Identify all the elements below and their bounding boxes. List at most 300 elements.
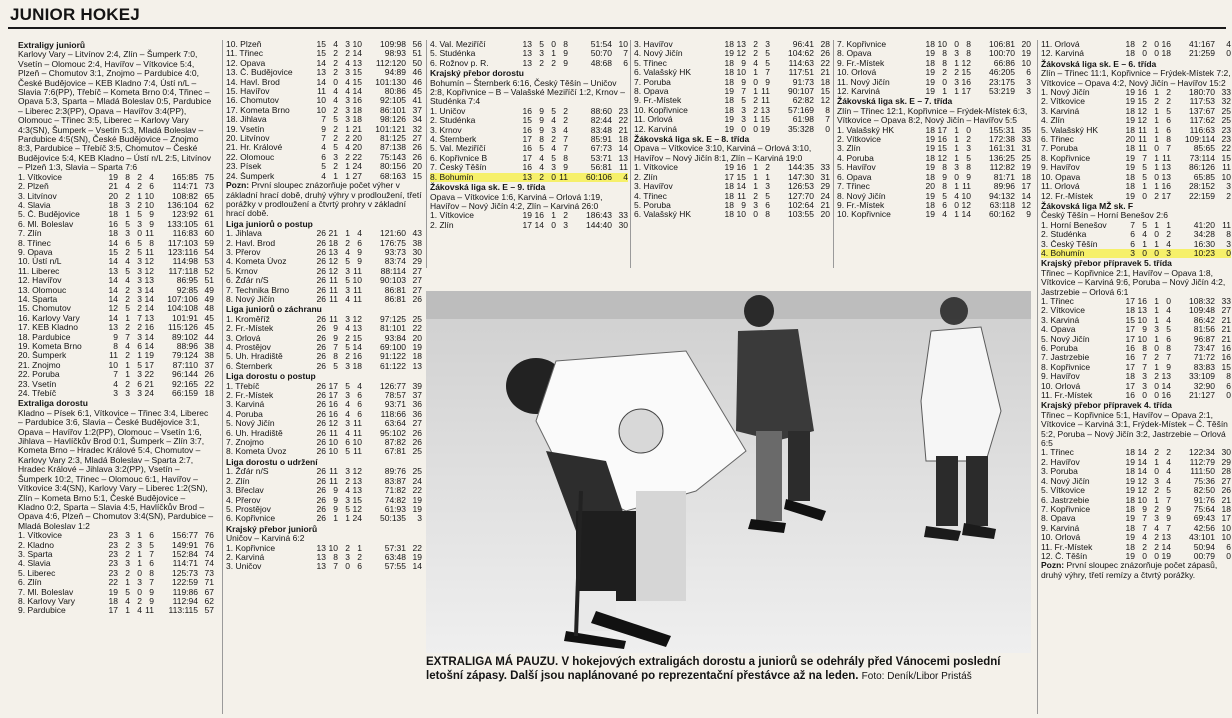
results-text: Zlín – Třinec 12:1, Kopřivnice – Frýdek-Místek 6:3, Vítkovice – Opava 8:2, Nový Jičín – Havířov 5:5 [837, 105, 1028, 126]
score-cell: 61:122 [380, 360, 406, 371]
stat-cell: 9 [942, 171, 947, 182]
team-name: 6. Kopřivnice [226, 514, 276, 524]
team-name: 14. Sparta [18, 294, 58, 304]
stat-cell: 2 [137, 181, 142, 192]
points-cell: 62 [204, 199, 214, 210]
table-row [430, 59, 628, 68]
points-cell: 25 [412, 446, 422, 457]
points-cell: 3 [1026, 86, 1031, 97]
stat-cell: 18 [925, 124, 935, 135]
stat-cell: 26 [316, 228, 326, 239]
team-name: 10. Orlová [837, 68, 877, 78]
score-cell: 137:67 [1189, 105, 1215, 116]
stat-cell: 13 [1161, 162, 1171, 173]
points-cell: 29 [820, 181, 830, 192]
stat-cell: 3 [563, 219, 568, 230]
stat-cell: 26 [316, 390, 326, 401]
stat-cell: 1 [137, 558, 142, 569]
stat-cell: 4 [357, 380, 362, 391]
stat-cell: 4 [954, 190, 959, 201]
stat-cell: 16 [937, 134, 947, 145]
team-name: 4. Val. Meziříčí [430, 40, 486, 49]
stat-cell: 1 [1154, 333, 1159, 344]
stat-cell: 16 [1125, 343, 1135, 353]
team-name: 10. Opava [1041, 172, 1081, 182]
score-cell: 121:60 [380, 228, 406, 239]
note [226, 181, 422, 219]
stat-cell: 15 [736, 171, 746, 182]
stat-cell: 3 [113, 388, 118, 399]
points-cell: 18 [412, 351, 422, 362]
stat-cell: 3 [137, 284, 142, 295]
stat-cell: 18 [1125, 171, 1135, 182]
score-cell: 63:118 [989, 199, 1015, 210]
stat-cell: 10 [108, 359, 118, 370]
points-cell: 25 [1221, 105, 1231, 116]
score-cell: 86:101 [380, 104, 406, 115]
stat-cell: 7 [1142, 513, 1147, 524]
team-name: 7. Zlín [18, 229, 42, 239]
team-name: 5. Č. Budějovice [18, 210, 80, 220]
team-name: 5. Uh. Hradiště [226, 352, 283, 362]
score-cell: 186:43 [586, 210, 612, 221]
stat-cell: 18 [724, 181, 734, 192]
points-cell: 6 [1226, 380, 1231, 391]
stat-cell: 18 [1125, 541, 1135, 552]
stat-cell: 1 [1154, 219, 1159, 230]
score-cell: 98:93 [384, 48, 406, 59]
stat-cell: 2 [137, 303, 142, 314]
stat-cell: 2 [345, 48, 350, 59]
score-cell: 122:59 [172, 577, 198, 588]
stat-cell: 2 [1154, 190, 1159, 201]
team-name: 6. Zlín [18, 578, 42, 588]
stat-cell: 26 [316, 494, 326, 505]
stat-cell: 18 [925, 40, 935, 49]
stat-cell: 9 [149, 209, 154, 220]
stat-cell: 13 [108, 322, 118, 333]
stat-cell: 7 [125, 331, 130, 342]
stat-cell: 19 [760, 123, 770, 134]
stat-cell: 10 [352, 40, 362, 49]
score-cell: 46:205 [989, 67, 1015, 78]
points-cell: 25 [412, 313, 422, 324]
points-cell: 12 [820, 95, 830, 106]
points-cell: 32 [412, 123, 422, 134]
score-cell: 144:40 [586, 219, 612, 230]
results-text: Uničov – Karviná 6:2 [226, 533, 305, 544]
stat-cell: 0 [1154, 390, 1159, 401]
points-cell: 22 [204, 378, 214, 389]
caption-text: EXTRALIGA MÁ PAUZU. V hokejových extraligách dorostu a juniorů se odehrály před Vánocemi poslední letošní zápasy. Další jsou naplánované po reprezentační přestávce až na leden. [426, 656, 1001, 682]
score-cell: 79:124 [172, 350, 198, 361]
score-cell: 83:74 [384, 256, 406, 267]
team-name: 5. Nový Jičín [1041, 334, 1090, 344]
score-cell: 117:53 [1189, 96, 1215, 107]
points-cell: 76 [204, 530, 214, 541]
stat-cell: 17 [724, 171, 734, 182]
team-name: 4. Přerov [226, 495, 261, 505]
stat-cell: 20 [108, 190, 118, 201]
stat-cell: 13 [108, 265, 118, 276]
score-cell: 92:105 [380, 95, 406, 106]
stat-cell: 8 [1166, 134, 1171, 145]
team-name: 9. Pardubice [18, 606, 66, 616]
stat-cell: 11 [329, 475, 338, 486]
team-name: 7. Kopřivnice [837, 40, 887, 49]
score-cell: 69:100 [380, 342, 406, 352]
stat-cell: 21 [144, 378, 154, 389]
stat-cell: 5 [966, 152, 971, 163]
score-cell: 81:125 [380, 133, 406, 144]
stat-cell: 7 [333, 342, 338, 352]
score-cell: 93:84 [384, 332, 406, 343]
points-cell: 53 [204, 256, 214, 267]
score-cell: 81:71 [993, 171, 1015, 182]
team-name: 10. Orlová [1041, 381, 1081, 391]
points-cell: 27 [412, 418, 422, 429]
stat-cell: 24 [352, 513, 362, 524]
stat-cell: 18 [724, 57, 734, 68]
score-cell: 116:83 [172, 228, 198, 239]
stat-cell: 4 [1166, 314, 1171, 325]
stat-cell: 3 [345, 67, 350, 78]
stat-cell: 3 [539, 48, 544, 59]
stat-cell: 4 [345, 246, 350, 257]
stat-cell: 11 [145, 605, 154, 616]
score-cell: 106:81 [989, 40, 1015, 49]
score-cell: 28:152 [1189, 181, 1215, 192]
stat-cell: 26 [316, 503, 326, 514]
stat-cell: 6 [137, 341, 142, 351]
points-cell: 17 [1021, 181, 1031, 192]
stat-cell: 14 [108, 284, 118, 295]
points-cell: 3 [1226, 181, 1231, 192]
points-cell: 30 [1221, 447, 1231, 458]
stat-cell: 5 [321, 161, 326, 172]
stat-cell: 7 [321, 114, 326, 125]
stat-cell: 26 [316, 275, 326, 286]
stat-cell: 1 [753, 181, 758, 192]
stat-cell: 3 [137, 265, 142, 276]
stat-cell: 1 [765, 171, 770, 182]
stat-cell: 6 [345, 437, 350, 448]
stat-cell: 11 [761, 86, 770, 97]
results-text: Třinec – Kopřivnice 2:1, Havířov – Opava 1:8, Vítkovice – Karviná 9:6, Poruba – Nový Jičín 4:2, Jastrzebie – Orlová 6:1 [1041, 267, 1226, 297]
stat-cell: 1 [753, 114, 758, 125]
stat-cell: 5 [333, 360, 338, 371]
stat-cell: 11 [353, 446, 362, 457]
stat-cell: 6 [942, 199, 947, 210]
stat-cell: 7 [563, 143, 568, 154]
stat-cell: 19 [724, 86, 734, 97]
stat-cell: 1 [1154, 494, 1159, 505]
points-cell: 21 [1221, 333, 1231, 344]
table-row [18, 389, 214, 398]
team-name: 7. Třinec [837, 182, 870, 192]
stat-cell: 0 [1142, 48, 1147, 59]
stat-cell: 7 [765, 67, 770, 78]
stat-cell: 14 [108, 312, 118, 323]
score-cell: 103:55 [788, 209, 814, 220]
table-row [226, 447, 422, 456]
stat-cell: 14 [961, 209, 971, 220]
points-cell: 60 [204, 228, 214, 239]
results-text: Zlín – Třinec 11:1, Kopřivnice – Frýdek-Místek 7:2, Vítkovice – Opava 4:2, Nový Jičín – Havířov 15:2 [1041, 68, 1231, 88]
stat-cell: 15 [522, 115, 532, 126]
stat-cell: 5 [765, 57, 770, 68]
stat-cell: 5 [345, 380, 350, 391]
team-name: 18. Jihlava [226, 115, 267, 125]
stat-cell: 0 [1154, 466, 1159, 477]
score-cell: 82:50 [1193, 485, 1215, 496]
score-cell: 94:89 [384, 67, 406, 78]
stat-cell: 16 [1137, 295, 1147, 306]
stat-cell: 4 [1166, 456, 1171, 467]
stat-cell: 1 [357, 542, 362, 553]
stat-cell: 2 [125, 567, 130, 578]
points-cell: 39 [412, 380, 422, 391]
stat-cell: 1 [954, 143, 959, 154]
stat-cell: 17 [1125, 295, 1135, 306]
score-cell: 117:51 [788, 67, 814, 78]
stat-cell: 18 [1125, 447, 1135, 458]
stat-cell: 4 [333, 95, 338, 106]
stat-cell: 2 [137, 595, 142, 606]
points-cell: 33 [1221, 87, 1231, 98]
team-name: 11. Třinec [226, 49, 264, 59]
stat-cell: 1 [753, 67, 758, 78]
points-cell: 3 [417, 513, 422, 524]
stat-cell: 1 [1154, 124, 1159, 135]
score-cell: 109:98 [380, 40, 406, 49]
section-title: Extraliga dorostu [18, 398, 88, 409]
stat-cell: 13 [316, 551, 326, 562]
team-name: 15. Havířov [226, 87, 270, 97]
stat-cell: 2 [539, 57, 544, 68]
points-cell: 51 [204, 275, 214, 286]
score-cell: 90:103 [380, 275, 406, 286]
stat-cell: 2 [345, 237, 350, 248]
stat-cell: 2 [333, 48, 338, 59]
stat-cell: 3 [753, 199, 758, 210]
stat-cell: 19 [1161, 550, 1171, 561]
stat-cell: 17 [144, 359, 154, 370]
stat-cell: 14 [316, 76, 326, 87]
stat-cell: 9 [539, 115, 544, 126]
stat-cell: 1 [137, 350, 142, 361]
stat-cell: 16 [328, 408, 338, 419]
stat-cell: 9 [563, 162, 568, 173]
team-name: 6. Jastrzebie [1041, 495, 1090, 505]
team-name: 5. Val. Meziříčí [430, 144, 486, 154]
team-name: 3. Litvínov [18, 191, 57, 201]
score-cell: 176:75 [380, 237, 406, 248]
score-cell: 87:82 [384, 437, 406, 448]
stat-cell: 9 [333, 503, 338, 514]
stat-cell: 19 [724, 48, 734, 59]
stat-cell: 0 [137, 586, 142, 597]
points-cell: 28 [820, 40, 830, 49]
stat-cell: 18 [352, 360, 362, 371]
stat-cell: 23 [108, 548, 118, 559]
stat-cell: 4 [333, 40, 338, 49]
stat-cell: 5 [149, 539, 154, 550]
stat-cell: 5 [551, 152, 556, 163]
stat-cell: 2 [333, 67, 338, 78]
stat-cell: 5 [345, 256, 350, 267]
team-name: 3. Havířov [634, 40, 673, 49]
score-cell: 136:25 [989, 152, 1015, 163]
table-row [226, 362, 422, 371]
stat-cell: 0 [954, 171, 959, 182]
stat-cell: 2 [125, 378, 130, 389]
stat-cell: 11 [329, 466, 338, 477]
note-text: První sloupec znázorňuje počet výher v základní hrací době, druhý výhry v prodloužení, třetí porážky v prodloužení a čtvrtý prohry v základní hrací době. [226, 180, 422, 219]
stat-cell: 12 [144, 256, 154, 267]
stat-cell: 1 [1154, 162, 1159, 173]
stat-cell: 4 [113, 378, 118, 389]
stat-cell: 26 [316, 399, 326, 410]
stat-cell: 2 [345, 351, 350, 362]
stat-cell: 1 [137, 190, 142, 201]
team-name: 2. Fr.-Místek [226, 324, 274, 334]
stat-cell: 12 [352, 313, 362, 324]
stat-cell: 7 [321, 133, 326, 144]
stat-cell: 19 [1125, 513, 1135, 524]
section-title: Žákovská liga sk. E – 9. třída [430, 182, 546, 193]
stat-cell: 6 [1130, 229, 1135, 240]
team-name: 10. Kopřivnice [837, 210, 891, 220]
stat-cell: 8 [125, 171, 130, 182]
stat-cell: 2 [1142, 40, 1147, 49]
score-cell: 50:135 [380, 513, 406, 524]
stat-cell: 7 [1166, 352, 1171, 363]
stat-cell: 1 [125, 209, 130, 220]
stat-cell: 2 [1154, 503, 1159, 514]
score-cell: 74:82 [384, 494, 406, 505]
stat-cell: 1 [345, 170, 350, 181]
stat-cell: 18 [1161, 48, 1171, 59]
stat-cell: 16 [144, 322, 154, 333]
points-cell: 38 [204, 350, 214, 361]
team-name: 1. Žďár n/S [226, 467, 269, 477]
stat-cell: 18 [724, 76, 734, 87]
score-cell: 68:163 [380, 170, 406, 181]
team-name: 3. Karviná [226, 400, 265, 410]
points-cell: 41 [412, 95, 422, 106]
points-cell: 27 [412, 133, 422, 144]
stat-cell: 17 [108, 605, 118, 616]
stat-cell: 18 [1125, 124, 1135, 135]
team-name: 3. Uničov [226, 562, 262, 572]
stat-cell: 21 [352, 123, 362, 134]
score-cell: 114:71 [172, 181, 198, 192]
stat-cell: 17 [1125, 324, 1135, 335]
stat-cell: 17 [522, 219, 532, 230]
points-cell: 26 [412, 427, 422, 438]
stat-cell: 3 [137, 388, 142, 399]
score-cell: 91:73 [792, 76, 814, 87]
points-cell: 27 [412, 275, 422, 286]
score-cell: 107:106 [167, 293, 198, 304]
stat-cell: 13 [328, 246, 338, 257]
points-cell: 20 [412, 332, 422, 343]
team-name: 21. Hr. Králové [226, 143, 283, 153]
score-cell: 96:41 [792, 40, 814, 49]
results-text: Opava – Vítkovice 3:10, Karviná – Orlová 3:10, Havířov – Nový Jičín 8:1, Zlín – Karviná 19:0 [634, 143, 812, 163]
team-name: 9. Fr.-Místek [837, 200, 885, 210]
team-name: 8. Opava [634, 87, 669, 97]
stat-cell: 8 [563, 40, 568, 49]
stat-cell: 16 [328, 399, 338, 410]
stat-cell: 5 [1166, 485, 1171, 496]
points-cell: 3 [1226, 238, 1231, 249]
stat-cell: 10 [961, 190, 971, 201]
stat-cell: 0 [137, 567, 142, 578]
column-6 [1037, 40, 1231, 714]
stat-cell: 1 [1154, 115, 1159, 126]
team-name: 11. Fr.-Místek [1041, 542, 1093, 552]
team-name: 1. Vítkovice [18, 172, 62, 182]
stat-cell: 19 [1125, 87, 1135, 98]
stat-cell: 4 [1166, 305, 1171, 316]
stat-cell: 11 [761, 95, 770, 106]
score-cell: 23:175 [989, 76, 1015, 87]
stat-cell: 8 [966, 40, 971, 49]
score-cell: 85:65 [1193, 143, 1215, 154]
team-name: 4. Nový Jičín [634, 49, 683, 59]
score-cell: 35:328 [788, 123, 814, 134]
stat-cell: 14 [108, 293, 118, 304]
team-name: 4. Slavia [18, 200, 51, 210]
stat-cell: 8 [942, 57, 947, 68]
stat-cell: 14 [108, 256, 118, 267]
stat-cell: 19 [1125, 532, 1135, 543]
results-text: Opava – Vítkovice 1:6, Karviná – Orlová 1:19, Havířov – Nový Jičín 4:2, Zlín – Karviná 26:0 [430, 191, 603, 211]
stat-cell: 3 [125, 558, 130, 569]
column-2 [222, 40, 422, 714]
score-cell: 161:31 [989, 143, 1015, 154]
stat-cell: 14 [144, 293, 154, 304]
points-cell: 62 [204, 595, 214, 606]
stat-cell: 8 [1142, 343, 1147, 353]
stat-cell: 7 [1142, 522, 1147, 533]
team-name: 8. Kometa Úvoz [226, 447, 287, 457]
stat-cell: 2 [125, 293, 130, 304]
score-cell: 16:30 [1193, 238, 1215, 249]
team-name: 5. Valašský HK [1041, 125, 1099, 135]
team-name: 12. Karviná [634, 124, 677, 134]
stat-cell: 11 [559, 171, 568, 182]
score-cell: 117:118 [168, 265, 198, 276]
stat-cell: 2 [137, 171, 142, 182]
stat-cell: 1 [125, 369, 130, 380]
stat-cell: 0 [1154, 550, 1159, 561]
stat-cell: 16 [961, 76, 971, 87]
score-cell: 86:81 [384, 284, 406, 295]
stat-cell: 1 [954, 152, 959, 163]
stat-cell: 13 [316, 67, 326, 78]
section-title: Krajský přebor přípravek 5. třída [1041, 258, 1172, 269]
stat-cell: 2 [753, 190, 758, 201]
stat-cell: 0 [1142, 390, 1147, 401]
stat-cell: 0 [1154, 48, 1159, 59]
stat-cell: 11 [353, 265, 362, 276]
points-cell: 45 [204, 322, 214, 333]
stat-cell: 0 [1154, 171, 1159, 182]
stat-cell: 6 [149, 530, 154, 541]
